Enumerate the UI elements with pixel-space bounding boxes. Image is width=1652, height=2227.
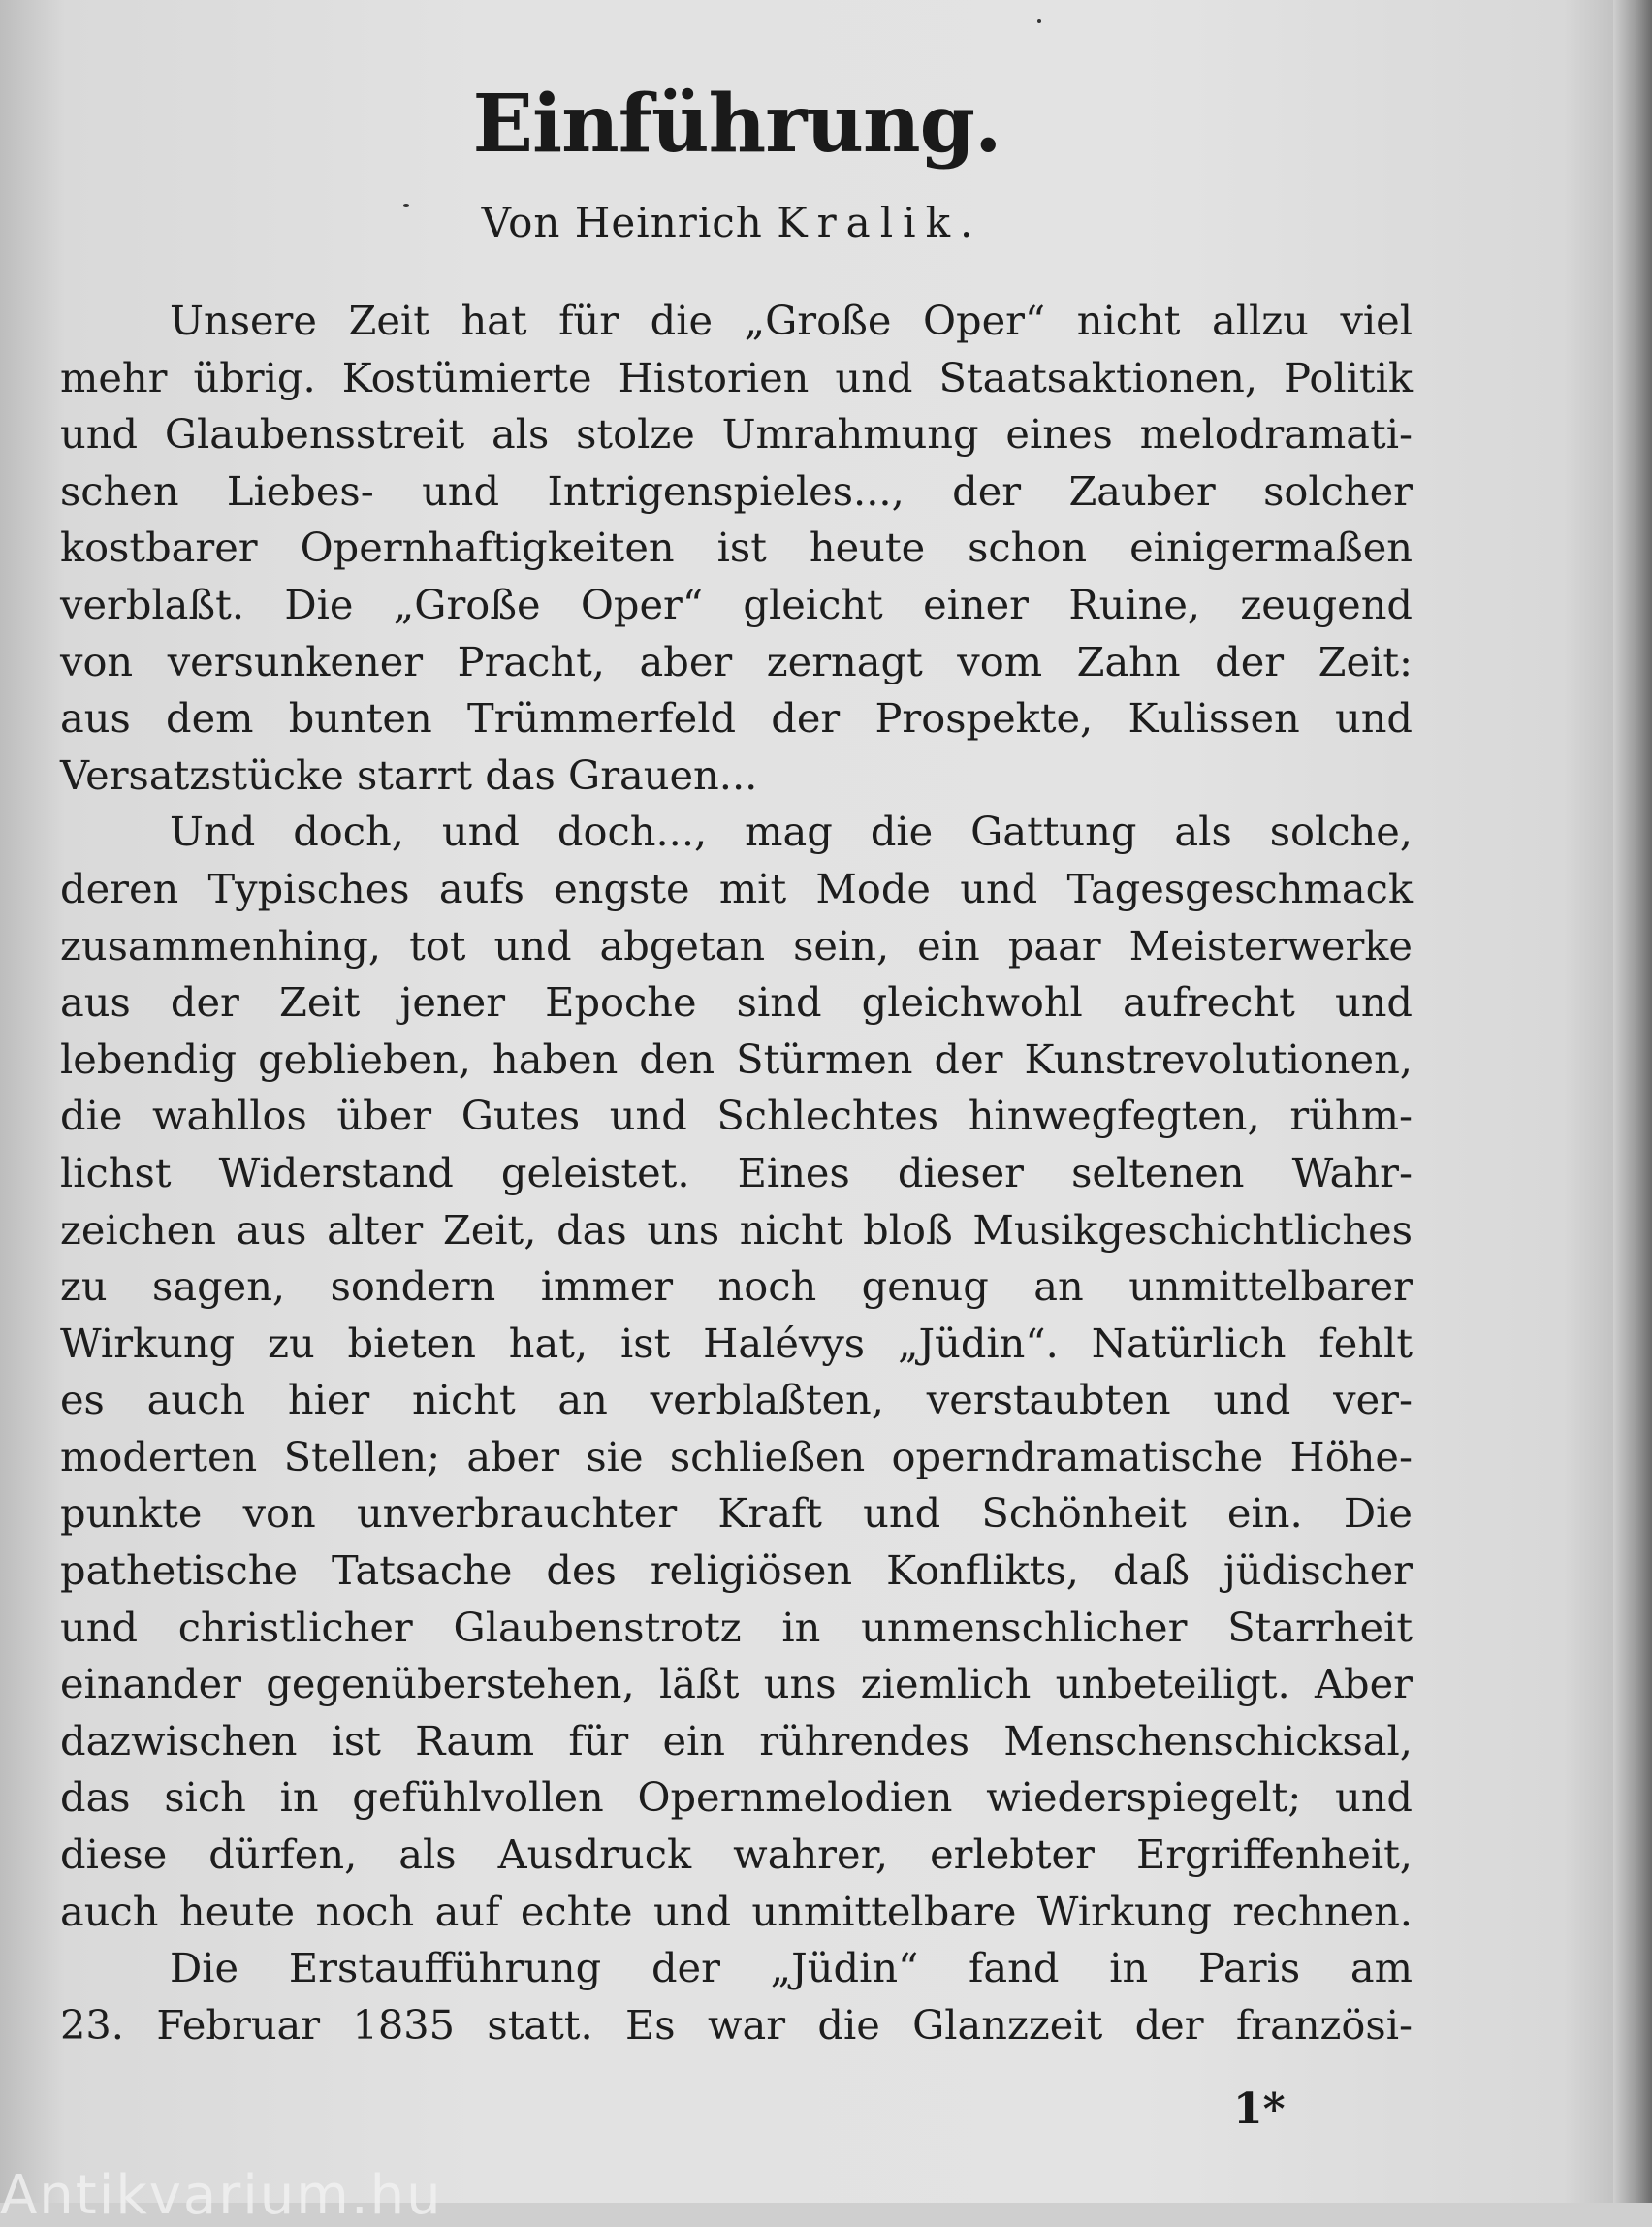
text-line: punkte von unverbrauchter Kraft und Schönheit ein. Die — [60, 1489, 1413, 1538]
text-line: 23. Februar 1835 statt. Es war die Glanzzeit der französi- — [60, 2000, 1413, 2049]
text-line: aus der Zeit jener Epoche sind gleichwohl aufrecht und — [60, 978, 1413, 1027]
author-prefix: Von Heinrich — [481, 199, 763, 246]
text-line: auch heute noch auf echte und unmittelbare Wirkung rechnen. — [60, 1887, 1413, 1935]
text-line: mehr übrig. Kostümierte Historien und Staatsaktionen, Politik — [60, 353, 1413, 401]
text-line: von versunkener Pracht, aber zernagt vom Zahn der Zeit: — [60, 637, 1413, 685]
text-line: kostbarer Opernhaftigkeiten ist heute schon einigermaßen — [60, 524, 1413, 572]
text-line: pathetische Tatsache des religiösen Konflikts, daß jüdischer — [60, 1546, 1413, 1595]
text-line: und Glaubensstreit als stolze Umrahmung eines melodramati- — [60, 410, 1413, 459]
text-line: dazwischen ist Raum für ein rührendes Menschenschicksal, — [60, 1716, 1413, 1765]
text-line: moderten Stellen; aber sie schließen operndramatische Höhe- — [60, 1432, 1413, 1480]
text-line: die wahllos über Gutes und Schlechtes hinwegfegten, rühm- — [60, 1092, 1413, 1140]
author-name: Kralik. — [777, 199, 983, 246]
text-line: lebendig geblieben, haben den Stürmen der Kunstrevolutionen, — [60, 1034, 1413, 1083]
author-line — [0, 199, 1464, 246]
text-line: diese dürfen, als Ausdruck wahrer, erlebter Ergriffenheit, — [60, 1830, 1413, 1879]
page-number: 1* — [1233, 2084, 1286, 2134]
ink-speck — [1037, 19, 1041, 23]
text-line: deren Typisches aufs engste mit Mode und Tagesgeschmack — [60, 864, 1413, 912]
text-line: Wirkung zu bieten hat, ist Halévys „Jüdin“. Natürlich fehlt — [60, 1319, 1413, 1367]
text-line: es auch hier nicht an verblaßten, verstaubten und ver- — [60, 1376, 1413, 1424]
text-line: und christlicher Glaubenstrotz in unmenschlicher Starrheit — [60, 1603, 1413, 1651]
text-line: verblaßt. Die „Große Oper“ gleicht einer Ruine, zeugend — [60, 580, 1413, 628]
text-line: einander gegenüberstehen, läßt uns ziemlich unbeteiligt. Aber — [60, 1660, 1413, 1708]
text-line: lichst Widerstand geleistet. Eines dieser seltenen Wahr- — [60, 1148, 1413, 1196]
page-title: Einführung. — [472, 78, 1001, 171]
text-line: Und doch, und doch..., mag die Gattung als solche, — [170, 808, 1413, 856]
text-line: zeichen aus alter Zeit, das uns nicht bloß Musikgeschichtliches — [60, 1205, 1413, 1254]
text-line: zusammenhing, tot und abgetan sein, ein paar Meisterwerke — [60, 921, 1413, 970]
text-line: zu sagen, sondern immer noch genug an unmittelbarer — [60, 1262, 1413, 1311]
body-text — [60, 293, 1413, 2053]
text-line: schen Liebes- und Intrigenspieles..., der Zauber solcher — [60, 466, 1413, 515]
text-line: das sich in gefühlvollen Opernmelodien wiederspiegelt; und — [60, 1773, 1413, 1822]
text-line: Die Erstaufführung der „Jüdin“ fand in Paris am — [170, 1944, 1413, 1992]
page-edge-shadow — [1613, 0, 1652, 2203]
text-line: aus dem bunten Trümmerfeld der Prospekte, Kulissen und — [60, 694, 1413, 743]
watermark: Antikvarium.hu — [0, 2164, 443, 2227]
text-line: Versatzstücke starrt das Grauen... — [60, 750, 758, 799]
text-line: Unsere Zeit hat für die „Große Oper“ nicht allzu viel — [170, 297, 1413, 344]
